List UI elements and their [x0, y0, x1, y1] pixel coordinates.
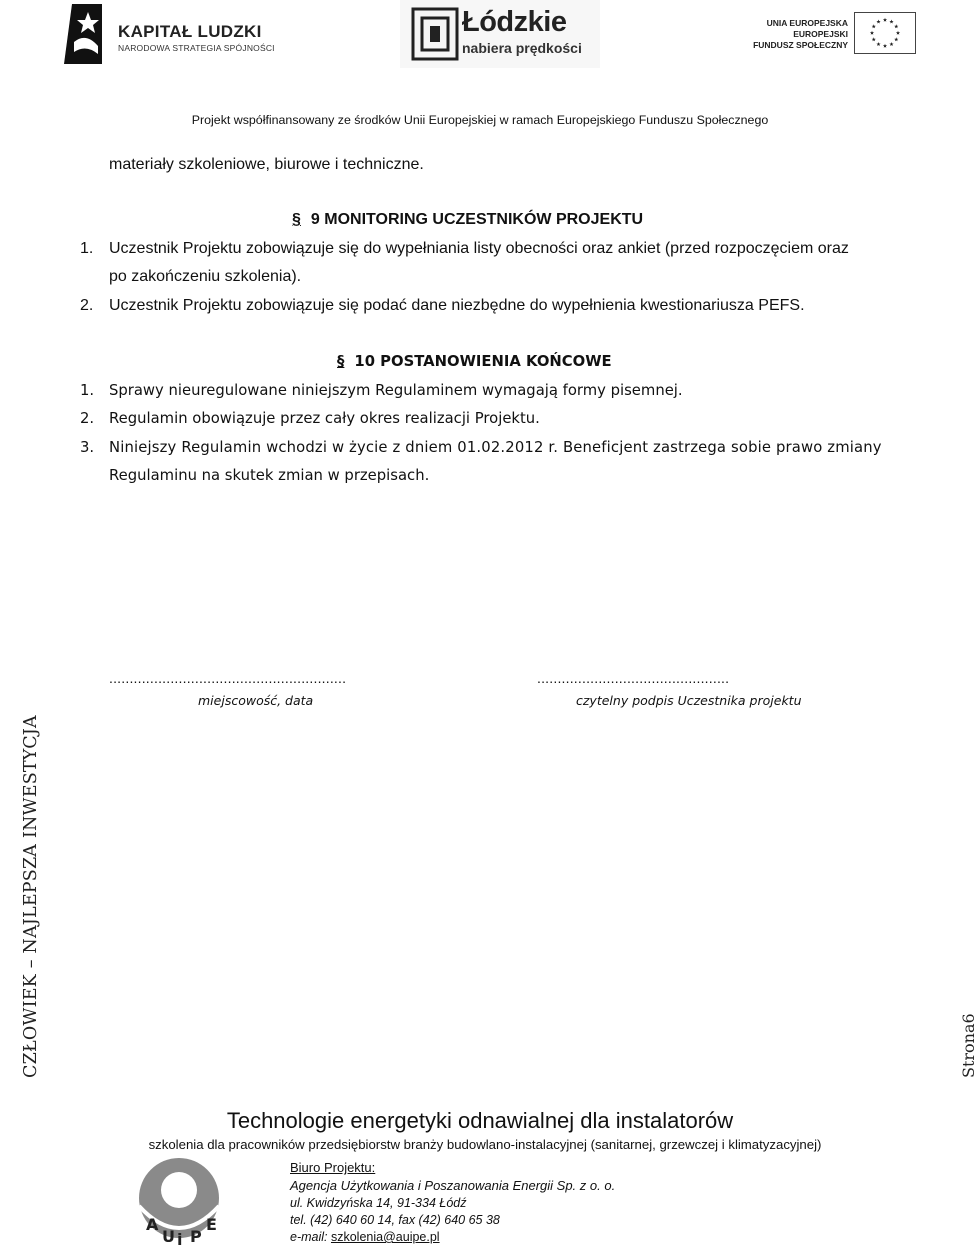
lodzkie-title: Łódzkie: [462, 6, 567, 38]
list-item-text: Regulaminu na skutek zmian w przepisach.: [109, 467, 430, 484]
list-number: 2.: [80, 297, 94, 314]
list-number: 3.: [80, 439, 95, 456]
eu-star-icon: [872, 37, 876, 41]
caption-place-date: miejscowość, data: [198, 693, 314, 708]
footer-title: Technologie energetyki odnawialnej dla instalatorów: [226, 1108, 734, 1133]
section-9-heading: [292, 211, 643, 229]
page-number: [940, 1010, 978, 1078]
lodzkie-logo: [400, 0, 600, 68]
eu-flag-icon: [854, 12, 916, 54]
agency-address: ul. Kwidzyńska 14, 91-334 Łódź: [290, 1196, 467, 1210]
eu-star-icon: [876, 42, 880, 46]
eu-star-icon: [889, 20, 893, 24]
eu-star-icon: [876, 20, 880, 24]
eu-star-icon: [894, 37, 898, 41]
eu-star-icon: [896, 31, 900, 35]
signature-name-line: ...............................................: [537, 670, 730, 686]
agency-email-row: [290, 1230, 440, 1244]
caption-signature: czytelny podpis Uczestnika projektu: [576, 693, 802, 708]
section-symbol: §: [292, 211, 301, 228]
auipe-emblem-icon: [130, 1150, 228, 1249]
page-number-text: Strona6: [959, 1013, 978, 1078]
list-number: 1.: [80, 240, 94, 257]
list-item-text: Niniejszy Regulamin wchodzi w życie z dniem 01.02.2012 r. Beneficjent zastrzega sobie prawo zmiany: [109, 439, 882, 456]
list-number: 2.: [80, 410, 95, 427]
eu-star-icon: [894, 24, 898, 28]
eu-line-3: FUNDUSZ SPOŁECZNY: [753, 40, 848, 50]
auipe-letter: A: [146, 1215, 159, 1234]
auipe-letter: E: [206, 1215, 217, 1234]
list-item-text: Uczestnik Projektu zobowiązuje się do wypełniania listy obecności oraz ankiet (przed rozpoczęciem oraz: [109, 240, 849, 257]
kapital-ludzki-subtitle: NARODOWA STRATEGIA SPÓJNOŚCI: [118, 43, 275, 53]
kapital-ludzki-logo: [60, 2, 275, 66]
auipe-letter: P: [190, 1227, 202, 1246]
eu-logo: [740, 10, 918, 56]
eu-star-icon: [872, 24, 876, 28]
eu-star-icon: [889, 42, 893, 46]
auipe-letter: i: [177, 1230, 183, 1249]
eu-star-icon: [883, 18, 887, 22]
section-10-heading: [337, 353, 612, 370]
list-item-text: Regulamin obowiązuje przez cały okres realizacji Projektu.: [109, 410, 540, 427]
footer-subtitle: szkolenia dla pracowników przedsiębiorstw branży budowlano-instalacyjnej (sanitarnej, grzewczej i klimatyzacyjnej): [148, 1137, 822, 1152]
intro-line: materiały szkoleniowe, biurowe i techniczne.: [109, 156, 424, 173]
side-slogan-text: CZŁOWIEK – NAJLEPSZA INWESTYCJA: [21, 715, 41, 1078]
list-item-text: po zakończeniu szkolenia).: [109, 268, 302, 285]
side-slogan: [0, 715, 41, 1078]
lodzkie-emblem-icon: [410, 6, 460, 62]
signature-place-date-line: ..........................................................: [109, 670, 347, 686]
agency-name: Agencja Użytkowania i Poszanowania Energii Sp. z o. o.: [290, 1178, 616, 1193]
email-link[interactable]: szkolenia@auipe.pl: [330, 1230, 440, 1244]
cofinancing-note: Projekt współfinansowany ze środków Unii Europejskiej w ramach Europejskiego Funduszu Społecznego: [191, 113, 769, 127]
agency-phone: tel. (42) 640 60 14, fax (42) 640 65 38: [290, 1213, 500, 1227]
kapital-ludzki-emblem-icon: [60, 2, 110, 66]
section-10-title: 10 POSTANOWIENIA KOŃCOWE: [354, 353, 612, 370]
auipe-logo: [130, 1150, 228, 1249]
kapital-ludzki-title: KAPITAŁ LUDZKI: [118, 22, 262, 41]
section-9-title: 9 MONITORING UCZESTNIKÓW PROJEKTU: [310, 211, 644, 228]
project-office-label: Biuro Projektu:: [290, 1160, 376, 1175]
eu-line-2: EUROPEJSKI: [793, 29, 848, 39]
email-label: e-mail:: [290, 1230, 331, 1244]
eu-line-1: UNIA EUROPEJSKA: [766, 18, 848, 28]
lodzkie-subtitle: nabiera prędkości: [462, 40, 582, 56]
eu-star-icon: [883, 44, 887, 48]
auipe-letter: U: [162, 1227, 175, 1246]
eu-star-icon: [870, 31, 874, 35]
list-item-text: Sprawy nieuregulowane niniejszym Regulaminem wymagają formy pisemnej.: [109, 382, 683, 399]
list-number: 1.: [80, 382, 95, 399]
list-item-text: Uczestnik Projektu zobowiązuje się podać dane niezbędne do wypełnienia kwestionariusza PEFS.: [109, 297, 805, 314]
section-symbol: §: [337, 353, 345, 370]
